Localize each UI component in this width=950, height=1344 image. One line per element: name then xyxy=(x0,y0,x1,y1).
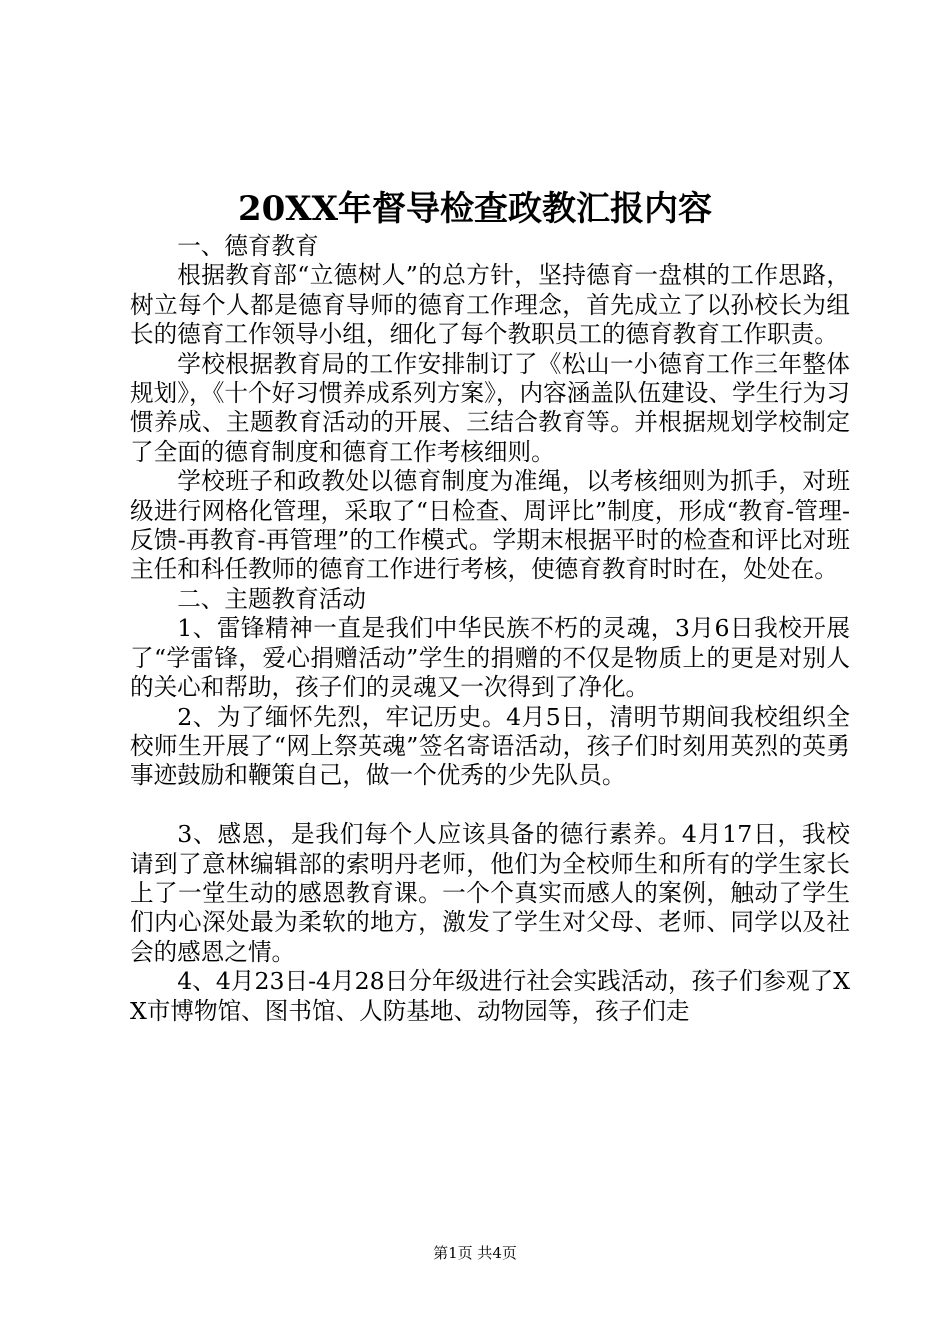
paragraph: 学校根据教育局的工作安排制订了《松山一小德育工作三年整体规划》，《十个好习惯养成系列方案》，内容涵盖队伍建设、学生行为习惯养成、主题教育活动的开展、三结合教育等。并根据规划学校制定了全面的德育制度和德育工作考核细则。 xyxy=(130,349,850,466)
paragraph: 根据教育部“立德树人”的总方针，坚持德育一盘棋的工作思路，树立每个人都是德育导师的德育工作理念，首先成立了以孙校长为组长的德育工作领导小组，细化了每个教职员工的德育教育工作职责。 xyxy=(130,261,850,349)
paragraph: 学校班子和政教处以德育制度为准绳，以考核细则为抓手，对班级进行网格化管理，采取了“日检查、周评比”制度，形成“教育-管理-反馈-再教育-再管理”的工作模式。学期末根据平时的检查和评比对班主任和科任教师的德育工作进行考核，使德育教育时时在，处处在。 xyxy=(130,467,850,584)
paragraph: 3、感恩，是我们每个人应该具备的德行素养。4月17日，我校请到了意林编辑部的索明丹老师，他们为全校师生和所有的学生家长上了一堂生动的感恩教育课。一个个真实而感人的案例，触动了学生们内心深处最为柔软的地方，激发了学生对父母、老师、同学以及社会的感恩之情。 xyxy=(130,820,850,966)
document-body xyxy=(130,232,850,1026)
section-heading-theme-activities: 二、主题教育活动 xyxy=(177,584,366,613)
paragraph: 4、4月23日-4月28日分年级进行社会实践活动，孩子们参观了XX市博物馆、图书馆、人防基地、动物园等，孩子们走 xyxy=(130,967,850,1025)
document-title: 20XX年督导检查政教汇报内容 xyxy=(237,189,713,229)
page-footer: 第1页 共4页 xyxy=(433,1244,517,1262)
paragraph: 2、为了缅怀先烈，牢记历史。4月5日，清明节期间我校组织全校师生开展了“网上祭英魂”签名寄语活动，孩子们时刻用英烈的英勇事迹鼓励和鞭策自己，做一个优秀的少先队员。 xyxy=(130,702,850,790)
section-heading-moral-education: 一、德育教育 xyxy=(177,232,319,260)
paragraph: 1、雷锋精神一直是我们中华民族不朽的灵魂，3月6日我校开展了“学雷锋，爱心捐赠活动”学生的捐赠的不仅是物质上的更是对别人的关心和帮助，孩子们的灵魂又一次得到了净化。 xyxy=(130,614,850,702)
